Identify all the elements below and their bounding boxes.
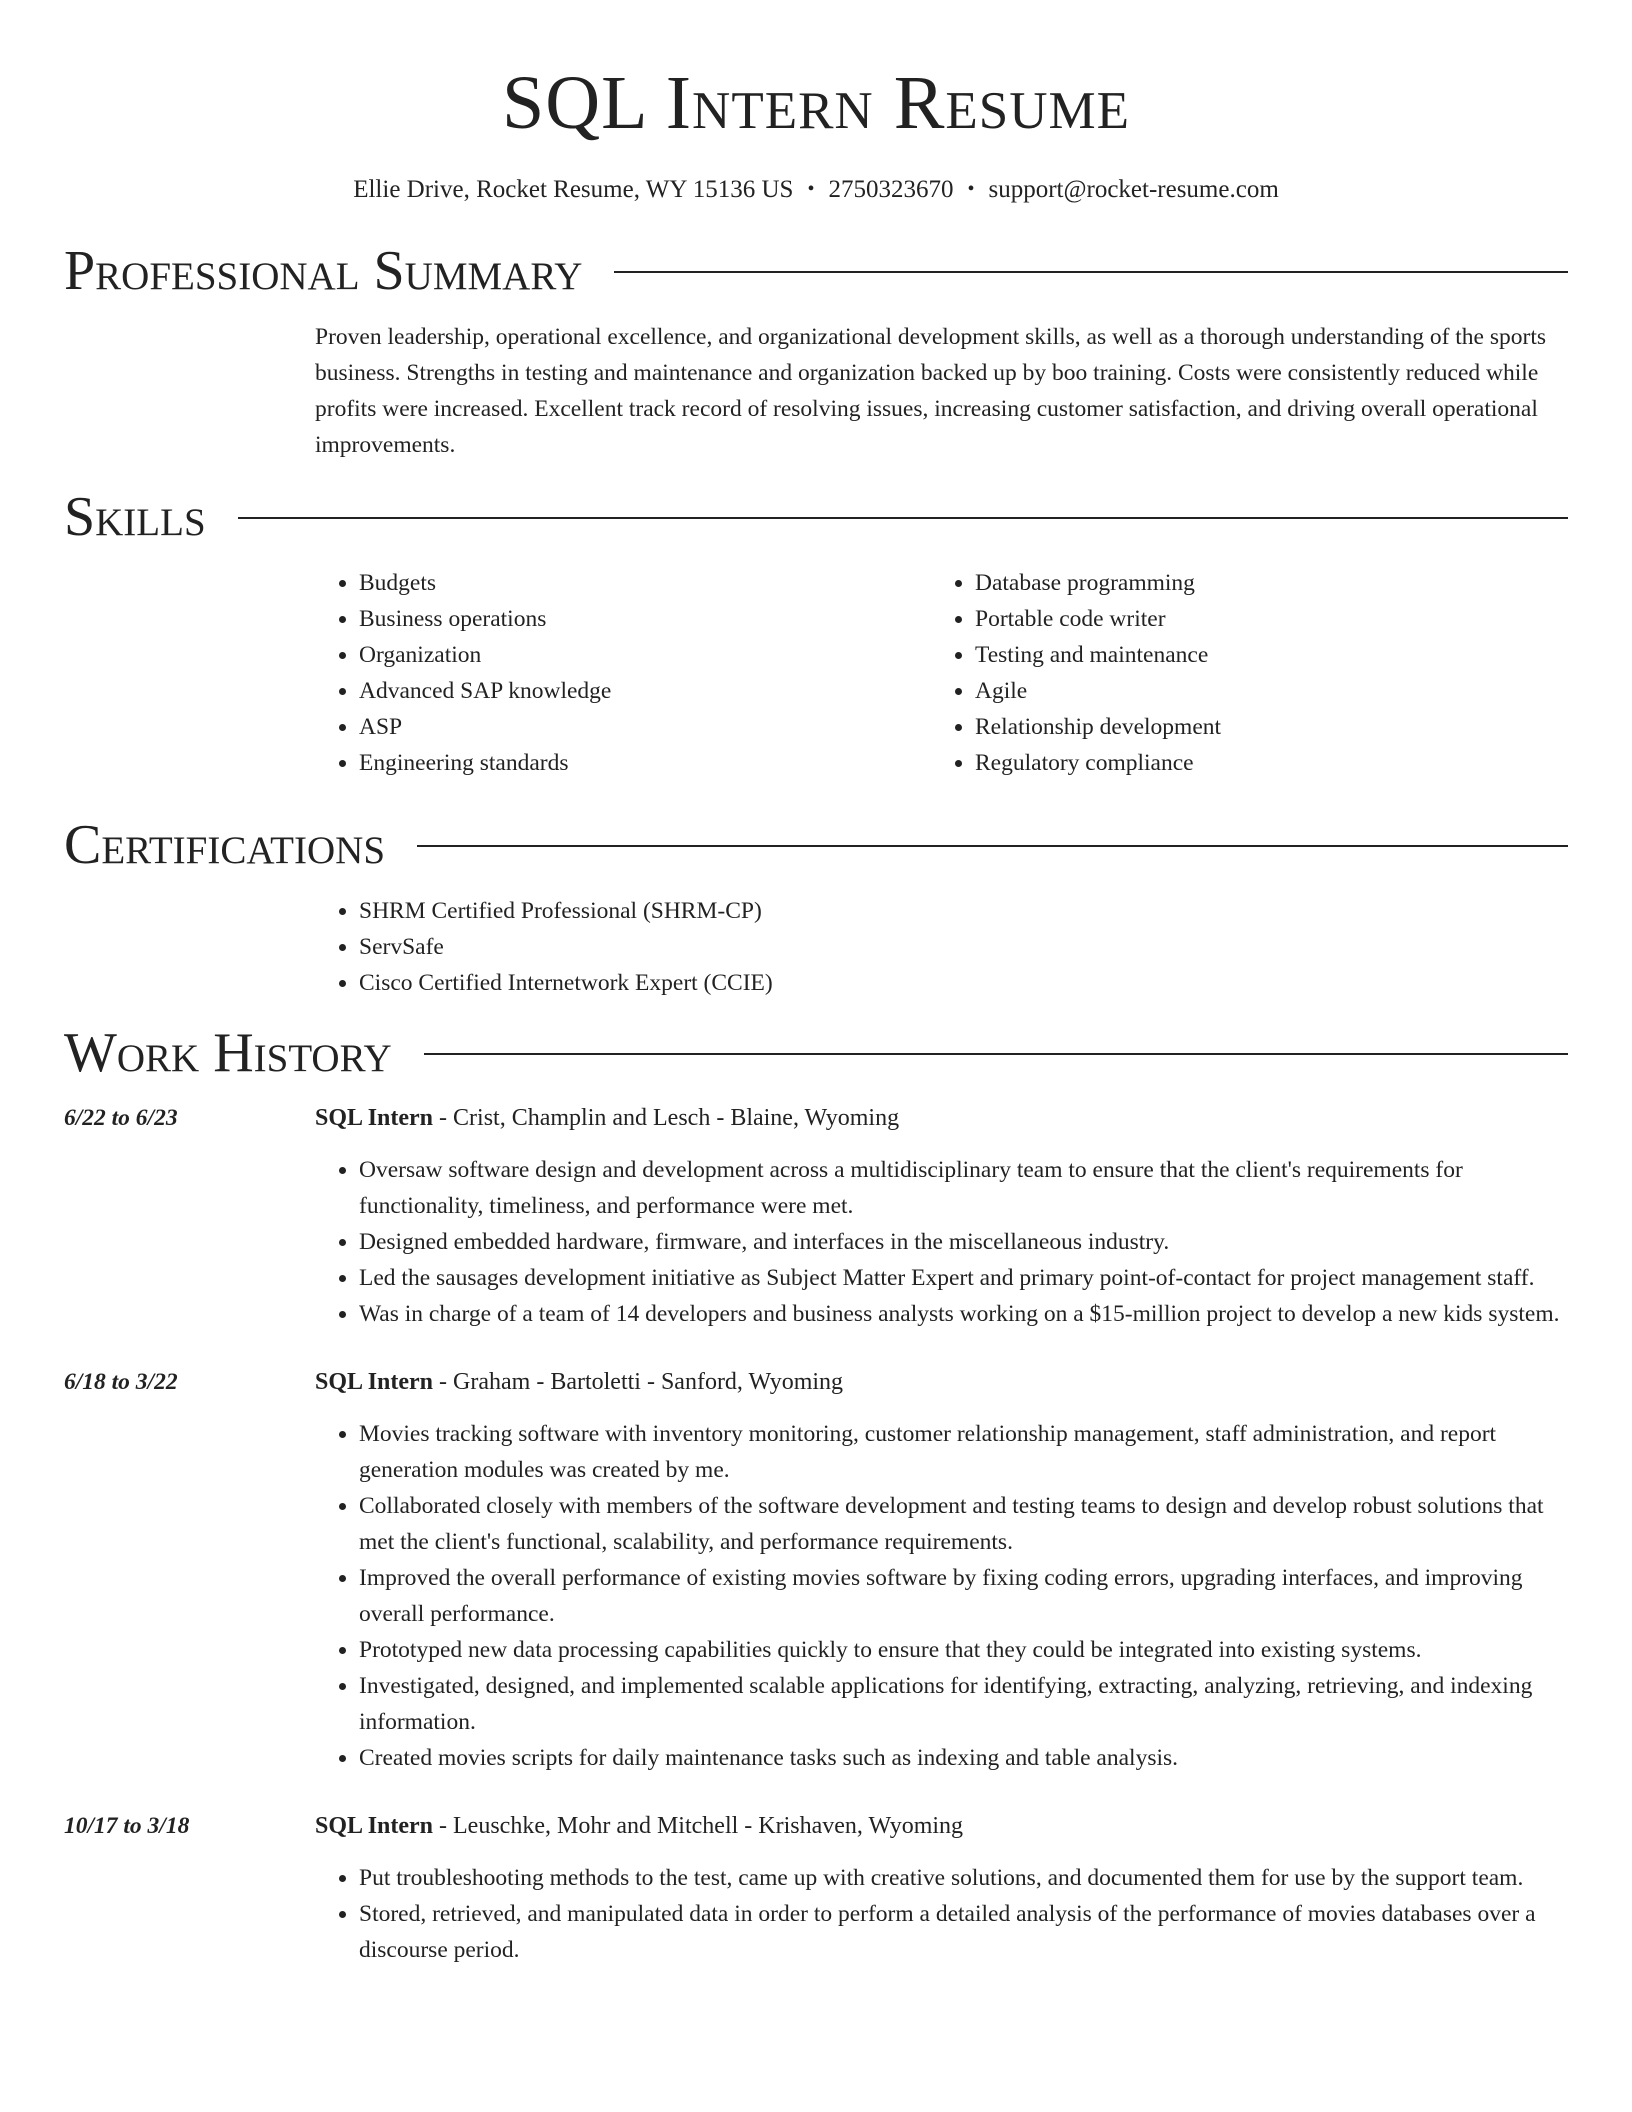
job-bullet: • Put troubleshooting methods to the test, came up with creative solutions, and documented them for use by the support team. <box>359 1860 1568 1896</box>
job-title: SQL Intern <box>315 1369 434 1395</box>
job-dates: 6/18 to 3/22 <box>64 1369 178 1395</box>
job-bullet: • Oversaw software design and development across a multidisciplinary team to ensure that the client's requirements for functionality, timeliness, and performance were met. <box>359 1152 1568 1224</box>
job-dates: 10/17 to 3/18 <box>64 1813 190 1839</box>
certifications-section-header <box>64 810 1568 880</box>
certification-item: • SHRM Certified Professional (SHRM-CP) <box>359 893 1568 929</box>
skills-grid <box>315 565 1568 781</box>
job-body <box>315 1100 1568 1332</box>
job-bullet: • Collaborated closely with members of the software development and testing teams to design and develop robust solutions that met the client's functional, scalability, and performance requirements. <box>359 1488 1568 1560</box>
job-title-line <box>315 1364 1568 1400</box>
skill-item: • ASP <box>359 709 931 745</box>
skill-item: • Advanced SAP knowledge <box>359 673 931 709</box>
job-bullet: • Stored, retrieved, and manipulated data in order to perform a detailed analysis of the performance of movies databases over a discourse period. <box>359 1896 1568 1968</box>
work-section-header <box>64 1018 1568 1088</box>
job-title: SQL Intern <box>315 1105 434 1131</box>
skills-heading: Skills <box>64 486 206 548</box>
job-bullet: • Was in charge of a team of 14 developers and business analysts working on a $15-million project to develop a new kids system. <box>359 1296 1568 1332</box>
summary-content <box>315 319 1568 463</box>
section-divider <box>614 271 1568 273</box>
job-body <box>315 1364 1568 1776</box>
certifications-list <box>315 893 1568 1001</box>
work-heading: Work History <box>64 1022 392 1084</box>
resume-name: SQL Intern Resume <box>501 61 1131 145</box>
job-title-line <box>315 1100 1568 1136</box>
contact-separator: • <box>967 178 975 200</box>
job-bullets <box>315 1860 1568 1968</box>
section-divider <box>238 517 1568 519</box>
job-bullet: • Designed embedded hardware, firmware, and interfaces in the miscellaneous industry. <box>359 1224 1568 1260</box>
job-bullets <box>315 1152 1568 1332</box>
job-bullet: • Created movies scripts for daily maintenance tasks such as indexing and table analysis. <box>359 1740 1568 1776</box>
certification-item: • ServSafe <box>359 929 1568 965</box>
job-company: - Crist, Champlin and Lesch - Blaine, Wyoming <box>433 1105 900 1131</box>
skill-item: • Database programming <box>975 565 1547 601</box>
contact-phone: 2750323670 <box>828 176 954 203</box>
job-title: SQL Intern <box>315 1813 434 1839</box>
job-dates: 6/22 to 6/23 <box>64 1105 178 1131</box>
skill-item: • Budgets <box>359 565 931 601</box>
job-bullet: • Improved the overall performance of existing movies software by fixing coding errors, upgrading interfaces, and improving overall performance. <box>359 1560 1568 1632</box>
skill-item: • Agile <box>975 673 1547 709</box>
job-bullets <box>315 1416 1568 1776</box>
job-entry <box>64 1100 1568 1332</box>
job-title-line <box>315 1808 1568 1844</box>
section-divider <box>424 1053 1568 1055</box>
summary-heading: Professional Summary <box>64 240 583 302</box>
job-company: - Graham - Bartoletti - Sanford, Wyoming <box>433 1369 844 1395</box>
certifications-content <box>315 893 1568 1001</box>
summary-section-header <box>64 236 1568 306</box>
skill-item: • Engineering standards <box>359 745 931 781</box>
job-bullet: • Led the sausages development initiative as Subject Matter Expert and primary point-of-contact for project management staff. <box>359 1260 1568 1296</box>
contact-address: Ellie Drive, Rocket Resume, WY 15136 US <box>353 176 794 203</box>
skills-list-right <box>931 565 1547 781</box>
job-bullet: • Investigated, designed, and implemented scalable applications for identifying, extracting, analyzing, retrieving, and indexing information. <box>359 1668 1568 1740</box>
job-bullet: • Prototyped new data processing capabilities quickly to ensure that they could be integrated into existing systems. <box>359 1632 1568 1668</box>
job-entry <box>64 1808 1568 1968</box>
skill-item: • Regulatory compliance <box>975 745 1547 781</box>
job-bullet: • Movies tracking software with inventory monitoring, customer relationship management, staff administration, and report generation modules was created by me. <box>359 1416 1568 1488</box>
contact-email: support@rocket-resume.com <box>988 176 1279 203</box>
summary-text: Proven leadership, operational excellence, and organizational development skills, as well as a thorough understanding of the sports business. Strengths in testing and maintenance and organization backed up by boo training. Costs were consistently reduced while profits were increased. Excellent track record of resolving issues, increasing customer satisfaction, and driving overall operational improvements. <box>315 324 1547 458</box>
resume-page <box>64 0 1568 1968</box>
skill-item: • Testing and maintenance <box>975 637 1547 673</box>
skills-list-left <box>315 565 931 781</box>
contact-line <box>64 172 1568 207</box>
job-body <box>315 1808 1568 1968</box>
certifications-heading: Certifications <box>64 814 386 876</box>
skill-item: • Portable code writer <box>975 601 1547 637</box>
certification-item: • Cisco Certified Internetwork Expert (CCIE) <box>359 965 1568 1001</box>
skill-item: • Organization <box>359 637 931 673</box>
skill-item: • Business operations <box>359 601 931 637</box>
job-entry <box>64 1364 1568 1776</box>
contact-separator: • <box>807 178 815 200</box>
job-company: - Leuschke, Mohr and Mitchell - Krishaven, Wyoming <box>433 1813 964 1839</box>
skill-item: • Relationship development <box>975 709 1547 745</box>
section-divider <box>417 845 1568 847</box>
skills-section-header <box>64 482 1568 552</box>
